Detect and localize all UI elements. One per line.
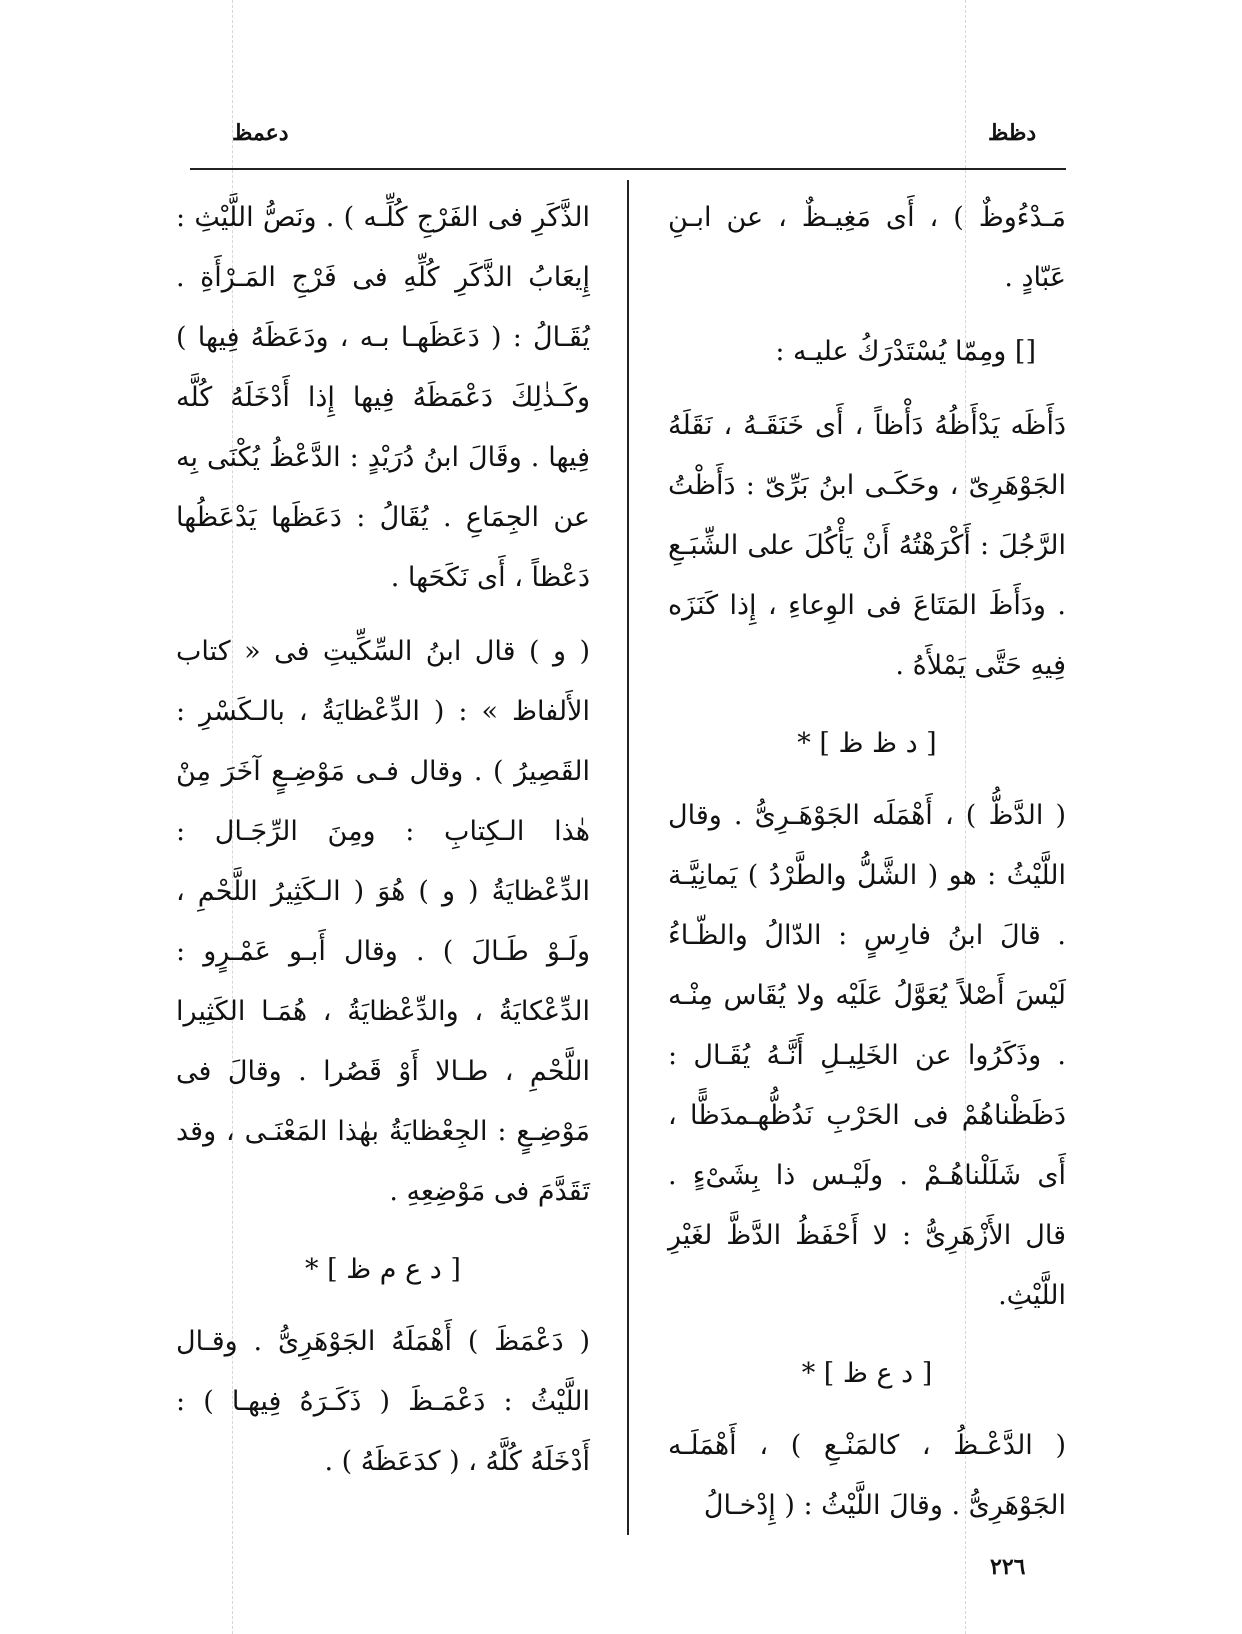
entry-heading: [ د ع م ظ ] * [305, 1254, 461, 1285]
entry-heading: [ د ظ ظ ] * [797, 728, 937, 759]
header-left-word: دعمظ [232, 120, 289, 146]
paragraph: مَـدْءُوظٌ ) ، أَى مَغِيـظٌ ، عن ابـنِ عَبّادٍ . [668, 202, 1066, 293]
right-column [668, 188, 1066, 1536]
entry-heading: [ د ع ظ ] * [801, 1358, 933, 1389]
paragraph: [] ومِمّا يُسْتَدْرَكُ عليـه : [775, 336, 1036, 367]
paragraph: الذَّكَرِ فى الفَرْجِ كُلِّـه ) . ونَصُّ اللَّيْثِ : إِيعَابُ الذَّكَرِ كُلِّهِ فى فَرْجِ المَـرْأَةِ . يُقَـالُ : ( دَعَظَهـا بـه ، ودَعَظَهُ فِيها ) وكَـذٰلِكَ دَعْمَظَهُ فِيها إِذا أَدْخَلَهُ كُلَّه فِيها . وقَالَ ابنُ دُرَيْدٍ : الدَّعْظُ يُكْنَى بِه عن الجِمَاعِ . يُقَالُ : دَعَظَها يَدْعَظُها دَعْظاً ، أَى نَكَحَها . [176, 202, 590, 593]
paragraph: ( و ) قال ابنُ السِّكِّيتِ فى « كتاب الأَلفاظ » : ( الدِّعْظايَةُ ، بالـكَسْرِ : القَصِيرُ ) . وقال فـى مَوْضِـعٍ آخَرَ مِنْ هٰذا الـكِتابِ : ومِنَ الرِّجَـال : الدِّعْظايَةُ ( و ) هُوَ ( الـكَثِيرُ اللَّحْمِ ، ولَـوْ طَـالَ ) . وقال أَبـو عَمْـرٍو : الدِّعْكايَةُ ، والدِّعْظايَةُ ، هُمَـا الكَثِيرا اللَّحْمِ ، طـالا أَوْ قَصُرا . وقالَ فى مَوْضِـعٍ : الجِعْظايَةُ بهٰذا المَعْنَـى ، وقد تَقَدَّمَ فى مَوْضِعِهِ . [176, 636, 590, 1207]
paragraph: ( الدَّعْـظُ ، كالمَنْـعِ ) ، أَهْمَلَـه الجَوْهَرِىُّ . وقالَ اللَّيْثُ : ( إِدْخـالُ [668, 1430, 1066, 1521]
left-column [176, 188, 590, 1492]
paragraph: ( دَعْمَظَ ) أَهْمَلَهُ الجَوْهَرِىُّ . وقـال اللَّيْثُ : دَعْمَـظَ ( ذَكَـرَهُ فِيهـا ) : أَدْخَلَهُ كُلَّهُ ، ( كدَعَظَهُ ) . [176, 1326, 590, 1477]
paragraph: ( الدَّظُّ ) ، أَهْمَلَه الجَوْهَـرِىُّ . وقال اللَّيْثُ : هو ( الشَّلُّ والطَّرْدُ ) يَمانِيَّـة . قالَ ابنُ فارِسٍ : الدّالُ والظّـاءُ لَيْسَ أَصْلاً يُعَوَّلُ عَلَيْه ولا يُقَاس مِنْـه . وذَكَرُوا عن الخَلِيـلِ أَنَّـهُ يُقَـال : دَظَظْناهُمْ فى الحَرْبِ نَدُظُّهـمدَظًّا ، أَى شَلَلْناهُـمْ . ولَيْـس ذا بِشَىْءٍ . قال الأَزْهَرِىُّ : لا أَحْفَظُ الدَّظَّ لغَيْرِ اللَّيْثِ. [668, 800, 1066, 1311]
paragraph: دَأَظَه يَدْأَظُهُ دَأْظاً ، أَى خَنَقَـهُ ، نَقَلَهُ الجَوْهَرِىّ ، وحَكَـى ابنُ بَرِّىّ : دَأَظْتُ الرَّجُلَ : أَكْرَهْتُهُ أَنْ يَأْكُلَ على الشِّبَـعِ . ودَأَظَ المَتَاعَ فى الوِعاءِ ، إِذا كَنَزَه فِيهِ حَتَّى يَمْلأَهُ . [668, 410, 1066, 681]
header-right-word: دظظ [988, 120, 1037, 146]
page-number: ٢٢٦ [990, 1554, 1026, 1580]
column-divider [627, 180, 629, 1535]
header-rule [190, 168, 1066, 170]
